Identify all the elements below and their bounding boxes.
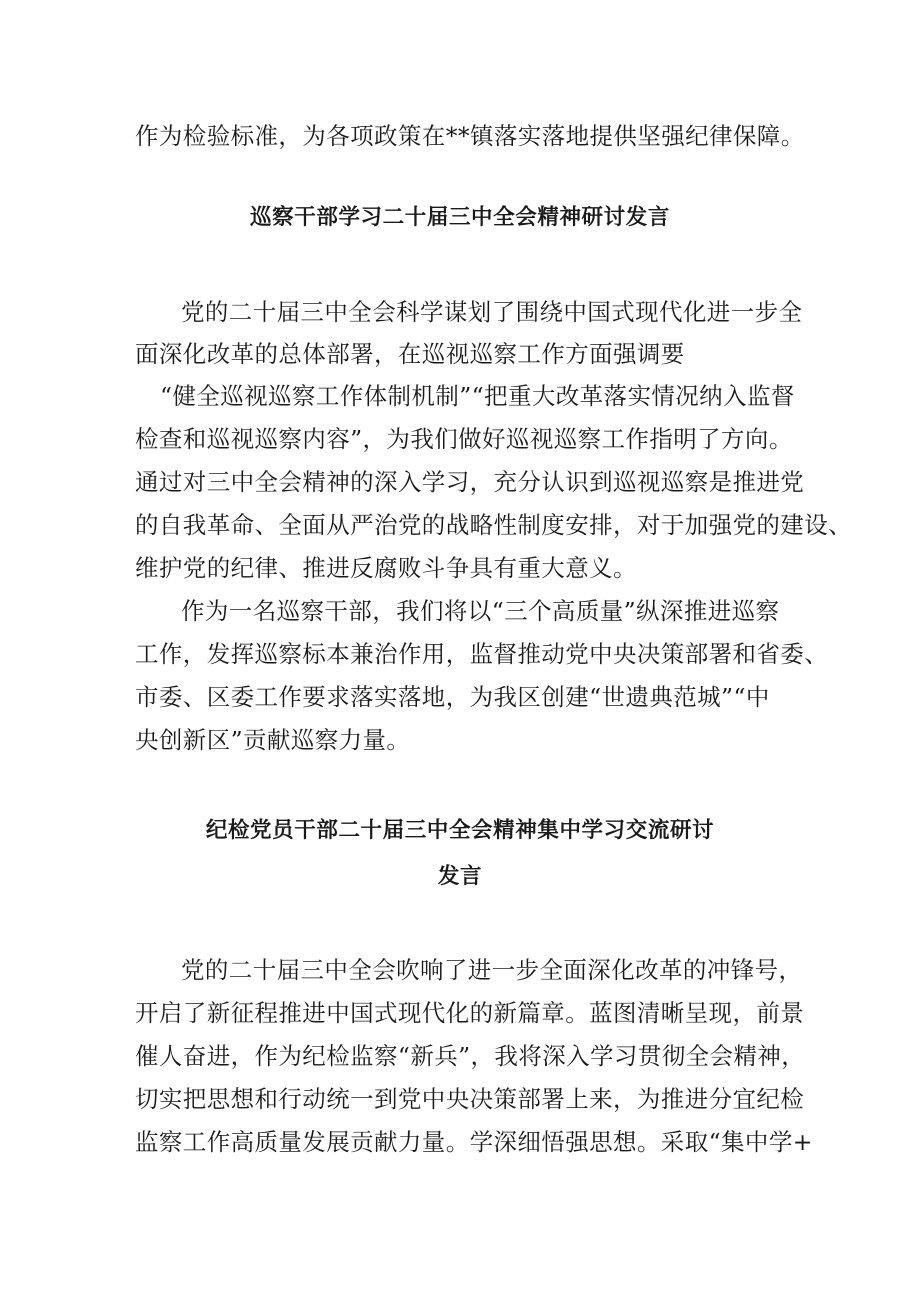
paragraph-line: 工作，发挥巡察标本兼治作用，监督推动党中央决策部署和省委、 (135, 640, 829, 668)
paragraph-line: 开启了新征程推进中国式现代化的新篇章。蓝图清晰呈现，前景 (135, 999, 805, 1027)
paragraph-line: 市委、区委工作要求落实落地，为我区创建“世遗典范城”“中 (135, 683, 770, 711)
intro-line: 作为检验标准，为各项政策在**镇落实落地提供坚强纪律保障。 (135, 122, 805, 150)
paragraph-line: 检查和巡视巡察内容”，为我们做好巡视巡察工作指明了方向。 (135, 425, 793, 453)
paragraph-line: 通过对三中全会精神的深入学习，充分认识到巡视巡察是推进党 (135, 468, 805, 496)
section2-title-line1: 纪检党员干部二十届三中全会精神集中学习交流研讨 (205, 818, 715, 843)
paragraph-line: 监察工作高质量发展贡献力量。学深细悟强思想。采取“集中学+ (135, 1128, 813, 1156)
paragraph-line: 维护党的纪律、推进反腐败斗争具有重大意义。 (135, 554, 637, 582)
section1-title: 巡察干部学习二十届三中全会精神研讨发言 (250, 205, 670, 230)
paragraph-line: 央创新区”贡献巡察力量。 (135, 726, 411, 754)
paragraph-line: 切实把思想和行动统一到党中央决策部署上来，为推进分宜纪检 (135, 1085, 805, 1113)
paragraph-line: 作为一名巡察干部，我们将以“三个高质量”纵深推进巡察 (181, 597, 780, 625)
paragraph-line: 面深化改革的总体部署，在巡视巡察工作方面强调要 (135, 340, 685, 368)
paragraph-line: 党的二十届三中全会科学谋划了围绕中国式现代化进一步全 (181, 298, 803, 326)
paragraph-line: 党的二十届三中全会吹响了进一步全面深化改革的冲锋号， (181, 956, 803, 984)
paragraph-line: “健全巡视巡察工作体制机制”“把重大改革落实情况纳入监督 (160, 382, 795, 410)
paragraph-line: 催人奋进，作为纪检监察“新兵”，我将深入学习贯彻全会精神， (135, 1042, 806, 1070)
section2-title-line2: 发言 (437, 864, 483, 889)
paragraph-line: 的自我革命、全面从严治党的战略性制度安排，对于加强党的建设、 (135, 511, 852, 539)
